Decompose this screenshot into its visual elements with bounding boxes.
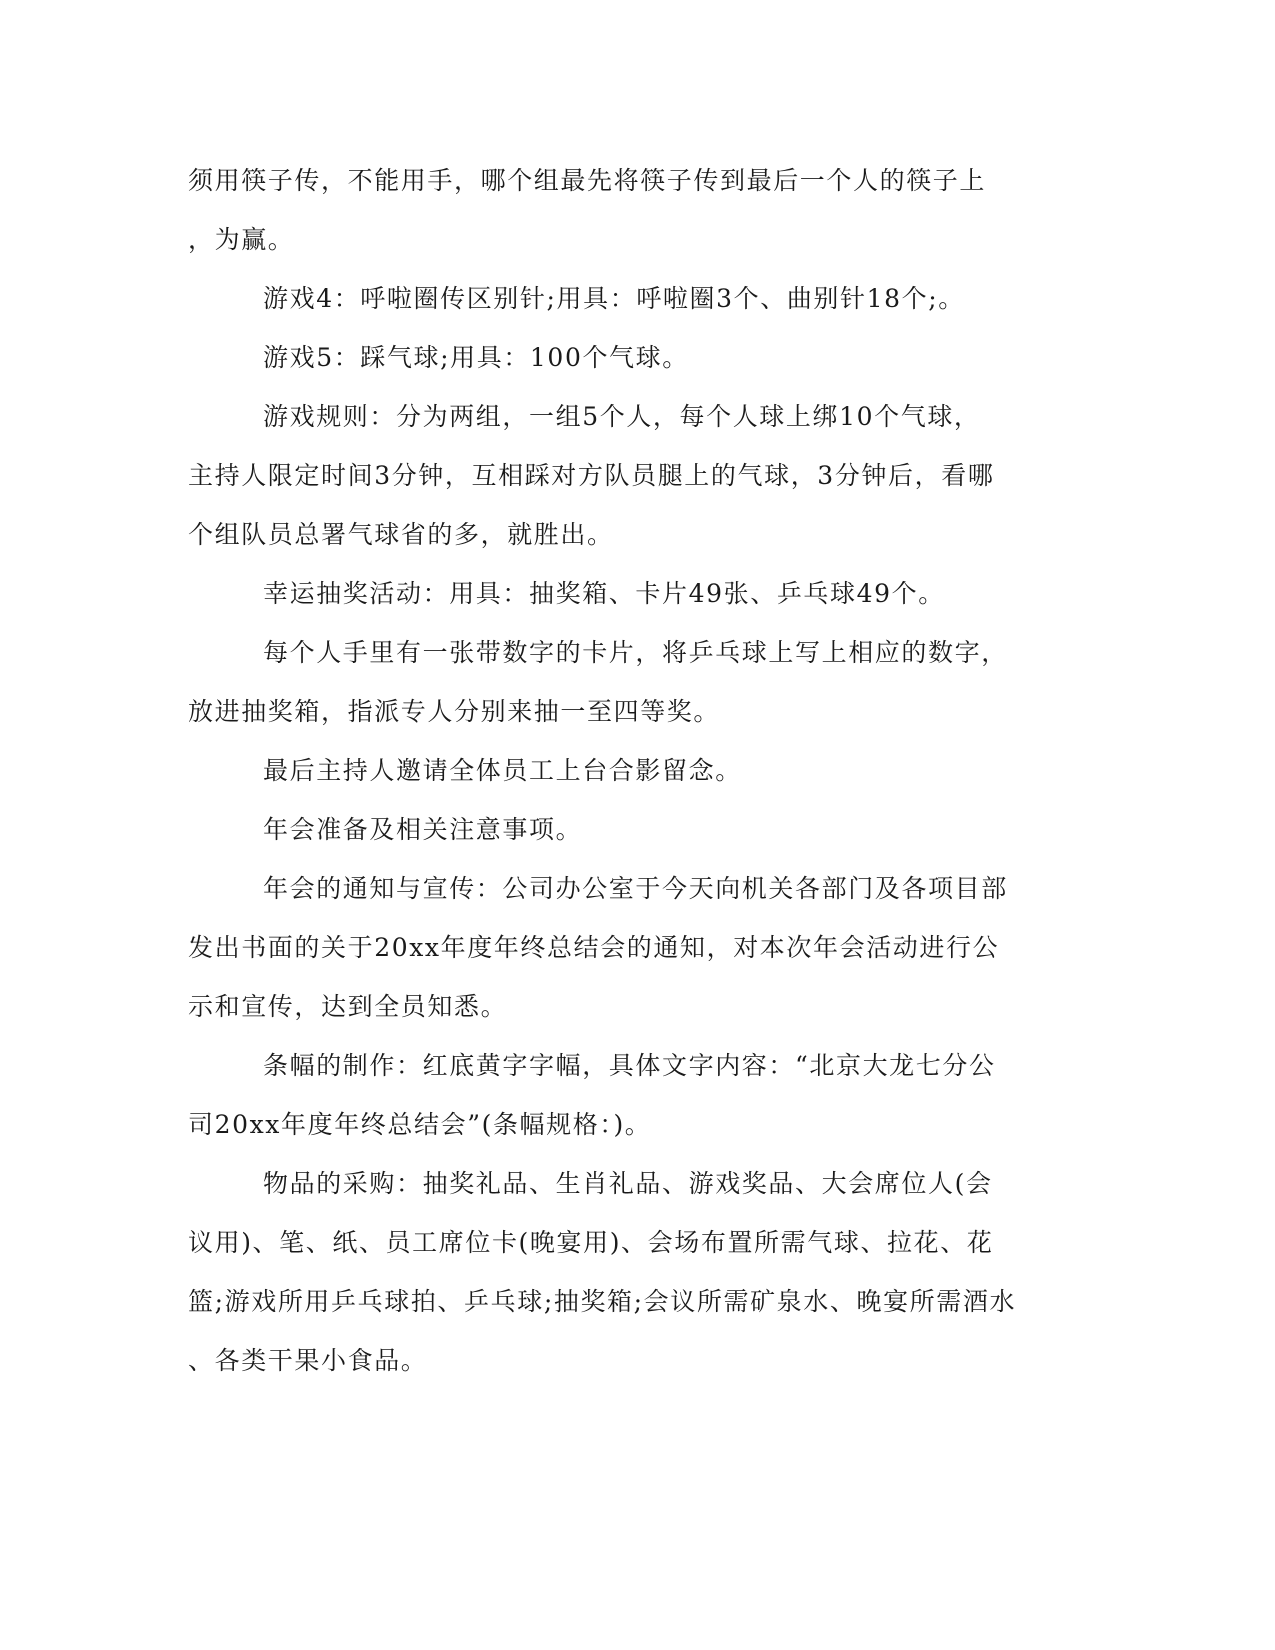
paragraph-group-photo: 最后主持人邀请全体员工上台合影留念。	[263, 756, 742, 785]
paragraph-purchasing: 物品的采购：抽奖礼品、生肖礼品、游戏奖品、大会席位人(会	[263, 1169, 993, 1198]
paragraph-game-rules: 游戏规则：分为两组，一组5个人，每个人球上绑10个气球，	[263, 402, 981, 431]
text-line: 司20xx年度年终总结会”(条幅规格：)。	[188, 1110, 652, 1139]
paragraph-notice: 年会的通知与宣传：公司办公室于今天向机关各部门及各项目部	[263, 874, 1008, 903]
paragraph-lucky-draw: 幸运抽奖活动：用具：抽奖箱、卡片49张、乒乓球49个。	[263, 579, 945, 608]
text-line: 须用筷子传，不能用手，哪个组最先将筷子传到最后一个人的筷子上	[188, 166, 987, 195]
text-line: 主持人限定时间3分钟，互相踩对方队员腿上的气球，3分钟后，看哪	[188, 461, 995, 490]
text-line: 示和宣传，达到全员知悉。	[188, 992, 508, 1021]
paragraph-draw-rules: 每个人手里有一张带数字的卡片，将乒乓球上写上相应的数字，	[263, 638, 1008, 667]
paragraph-game-4: 游戏4：呼啦圈传区别针;用具：呼啦圈3个、曲别针18个;。	[263, 284, 965, 313]
section-heading-preparation: 年会准备及相关注意事项。	[263, 815, 583, 844]
text-line: 放进抽奖箱，指派专人分别来抽一至四等奖。	[188, 697, 721, 726]
text-line: 个组队员总署气球省的多，就胜出。	[188, 520, 614, 549]
text-line: ，为赢。	[188, 225, 295, 254]
paragraph-banner: 条幅的制作：红底黄字字幅，具体文字内容：“北京大龙七分公	[263, 1051, 996, 1080]
text-line: 发出书面的关于20xx年度年终总结会的通知，对本次年会活动进行公	[188, 933, 1000, 962]
paragraph-game-5: 游戏5：踩气球;用具：100个气球。	[263, 343, 689, 372]
text-line: 篮;游戏所用乒乓球拍、乒乓球;抽奖箱;会议所需矿泉水、晚宴所需酒水	[188, 1287, 1017, 1316]
text-line: 议用)、笔、纸、员工席位卡(晚宴用)、会场布置所需气球、拉花、花	[188, 1228, 994, 1257]
text-line: 、各类干果小食品。	[188, 1346, 428, 1375]
